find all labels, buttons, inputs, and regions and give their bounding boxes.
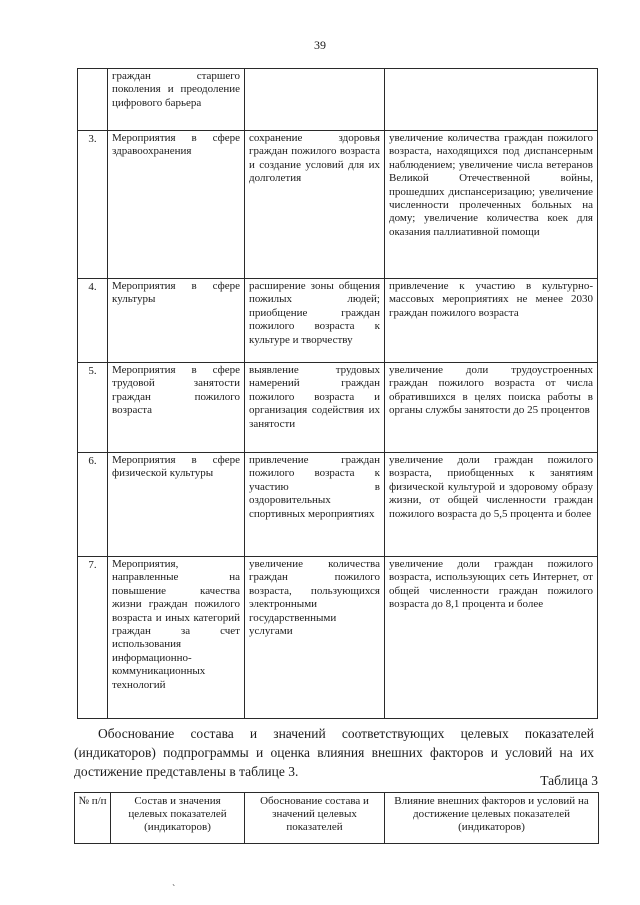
goals-cell: сохранение здоровья граждан пожилого возраста и создание условий для их долголетия <box>245 131 385 279</box>
activity-cell: Мероприятия, направленные на повышение качества жизни граждан пожилого возраста и иных категорий граждан за счет использования информационно-коммуникационных технологий <box>108 557 245 719</box>
goals-cell: выявление трудовых намерений граждан пожилого возраста и организация содействия их занятости <box>245 363 385 453</box>
table-3-header-num: № п/п <box>75 793 111 844</box>
results-cell: увеличение доли граждан пожилого возраста, использующих сеть Интернет, от общей численности граждан пожилого возраста до 8,1 процента и более <box>385 557 598 719</box>
table-row <box>78 557 598 719</box>
goals-cell: увеличение количества граждан пожилого возраста, пользующихся электронными государственными услугами <box>245 557 385 719</box>
goals-cell: расширение зоны общения пожилых людей; приобщение граждан пожилого возраста к культуре и творчеству <box>245 279 385 363</box>
row-number: 5. <box>78 363 108 453</box>
activities-table-body <box>78 69 598 719</box>
body-paragraph: Обоснование состава и значений соответствующих целевых показателей (индикаторов) подпрограммы и оценка влияния внешних факторов и условий на их достижение представлены в таблице 3. <box>74 726 594 779</box>
table-row <box>78 279 598 363</box>
results-cell: привлечение к участию в культурно-массовых мероприятиях не менее 2030 граждан пожилого возраста <box>385 279 598 363</box>
row-number: 6. <box>78 453 108 557</box>
activities-table <box>77 68 598 719</box>
table-3-header-external-factors: Влияние внешних факторов и условий на достижение целевых показателей (индикаторов) <box>385 793 599 844</box>
table-3-header-justification: Обоснование состава и значений целевых показателей <box>245 793 385 844</box>
row-number: 3. <box>78 131 108 279</box>
page-number: 39 <box>314 38 326 52</box>
activity-cell: граждан старшего поколения и преодоление цифрового барьера <box>108 69 245 131</box>
row-number: 7. <box>78 557 108 719</box>
row-number: 4. <box>78 279 108 363</box>
table-row <box>78 131 598 279</box>
activity-cell: Мероприятия в сфере трудовой занятости граждан пожилого возраста <box>108 363 245 453</box>
table-row <box>78 453 598 557</box>
results-cell <box>385 69 598 131</box>
row-number <box>78 69 108 131</box>
footer-mark: ` <box>172 884 176 895</box>
activity-cell: Мероприятия в сфере культуры <box>108 279 245 363</box>
table-3 <box>74 792 599 844</box>
results-cell: увеличение количества граждан пожилого возраста, находящихся под диспансерным наблюдением; увеличение числа ветеранов Великой Отечественной войны, прошедших диспансеризацию; увеличение численности пролеченных больных на дому; увеличение количества коек для оказания паллиативной помощи <box>385 131 598 279</box>
results-cell: увеличение доли трудоустроенных граждан пожилого возраста от числа обратившихся в целях поиска работы в органы службы занятости до 25 процентов <box>385 363 598 453</box>
activity-cell: Мероприятия в сфере здравоохранения <box>108 131 245 279</box>
table-row <box>78 363 598 453</box>
results-cell: увеличение доли граждан пожилого возраста, приобщенных к занятиям физической культурой и здоровому образу жизни, от общей численности граждан пожилого возраста до 5,5 процента и более <box>385 453 598 557</box>
table-3-header-row <box>75 793 599 844</box>
activity-cell: Мероприятия в сфере физической культуры <box>108 453 245 557</box>
table-3-header-indicators: Состав и значения целевых показателей (индикаторов) <box>111 793 245 844</box>
table-row <box>78 69 598 131</box>
table-3-label: Таблица 3 <box>540 773 598 788</box>
goals-cell: привлечение граждан пожилого возраста к участию в оздоровительных спортивных мероприятиях <box>245 453 385 557</box>
goals-cell <box>245 69 385 131</box>
